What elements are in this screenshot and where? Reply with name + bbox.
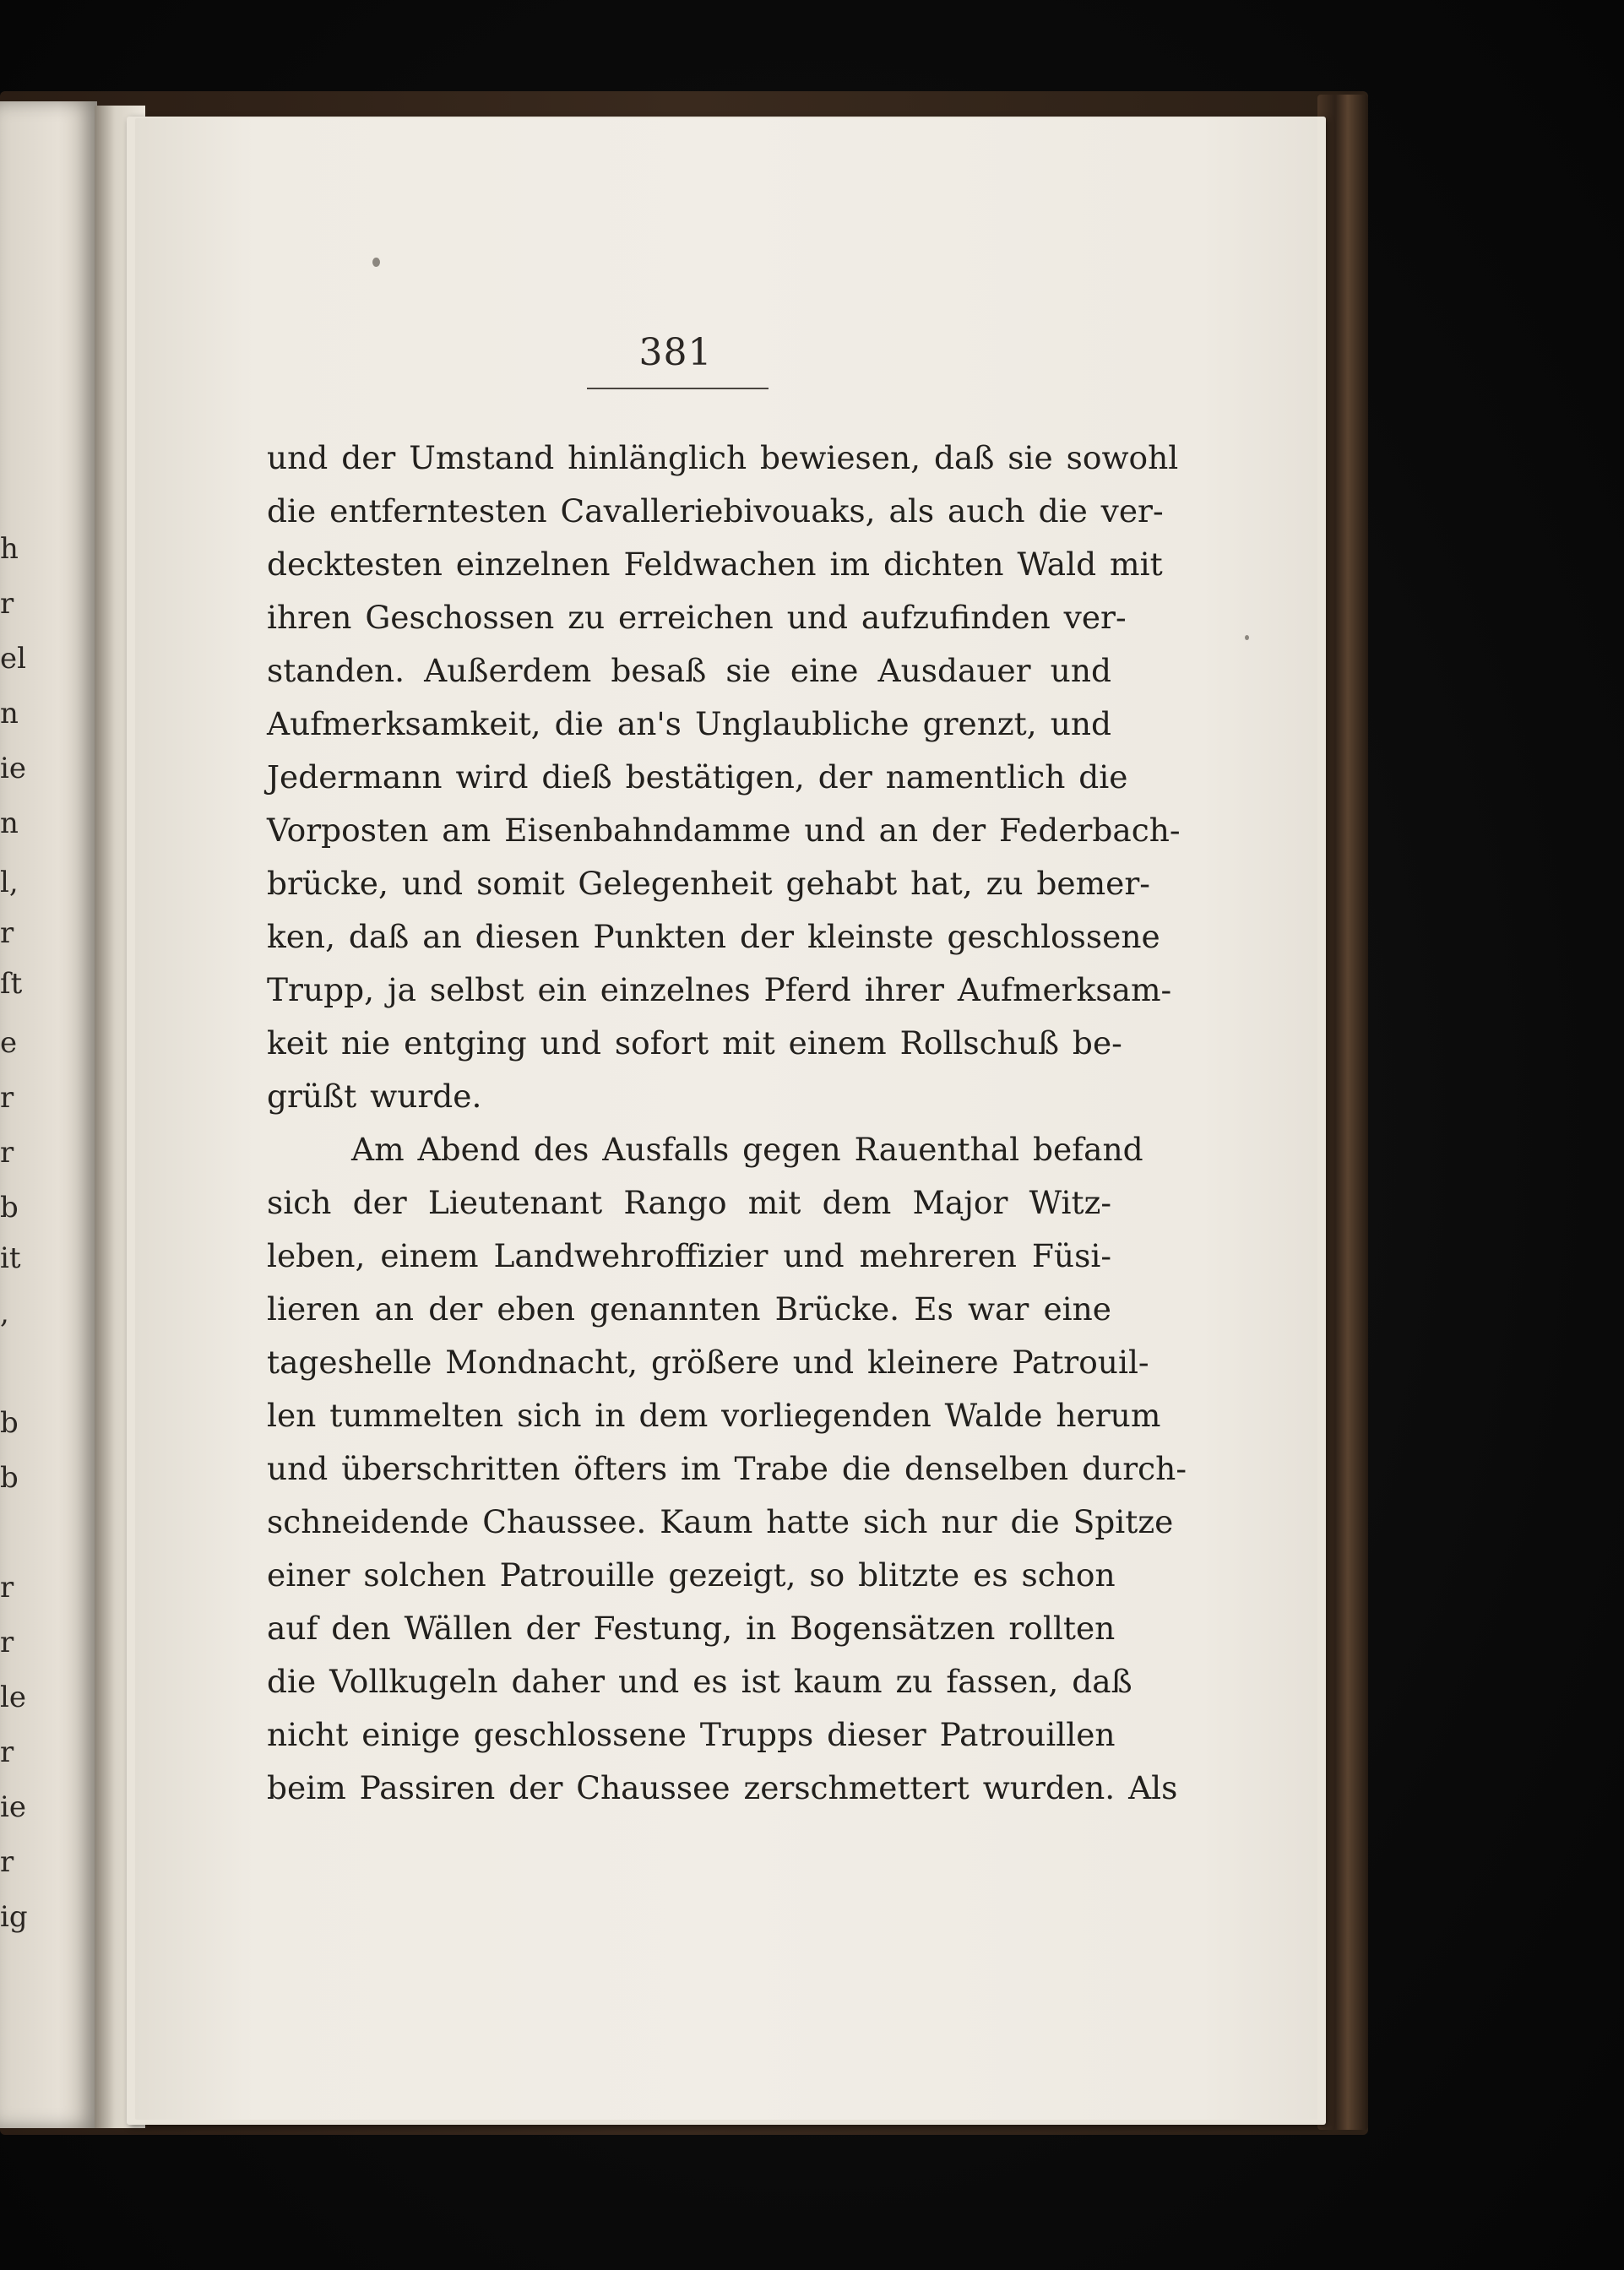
previous-page-fragment: l,: [0, 866, 19, 899]
previous-page-fragment: it: [0, 1241, 21, 1275]
page-number: 381: [638, 331, 713, 374]
previous-page-fragment: b: [0, 1191, 19, 1225]
previous-page-fragment: h: [0, 532, 19, 566]
text-line: die Vollkugeln daher und es ist kaum zu fassen, daß: [267, 1663, 1132, 1700]
page-speck: [1245, 635, 1249, 640]
text-line: Trupp, ja selbst ein einzelnes Pferd ihrer Aufmerksam-: [267, 971, 1172, 1008]
previous-page-fragment: r: [0, 1626, 14, 1659]
text-line: Vorposten am Eisenbahndamme und an der Federbach-: [267, 812, 1181, 849]
text-line: sich der Lieutenant Rango mit dem Major Witz-: [267, 1184, 1111, 1221]
text-line: und der Umstand hinlänglich bewiesen, daß sie sowohl: [267, 439, 1179, 476]
header-rule: [587, 388, 769, 389]
text-line: keit nie entging und sofort mit einem Rollschuß be-: [267, 1024, 1122, 1062]
text-line: auf den Wällen der Festung, in Bogensätzen rollten: [267, 1610, 1116, 1647]
text-line: ihren Geschossen zu erreichen und aufzufinden ver-: [267, 599, 1127, 636]
previous-page-fragment: b: [0, 1461, 19, 1495]
text-line: len tummelten sich in dem vorliegenden Walde herum: [267, 1397, 1161, 1434]
text-line: Aufmerksamkeit, die an's Unglaubliche grenzt, und: [267, 705, 1111, 742]
previous-page-fragment: ie: [0, 752, 26, 785]
text-line: und überschritten öfters im Trabe die denselben durch-: [267, 1450, 1187, 1487]
previous-page-fragment: ſt: [0, 967, 23, 1001]
text-line: ken, daß an diesen Punkten der kleinste geschlossene: [267, 918, 1160, 955]
text-line: tageshelle Mondnacht, größere und kleinere Patrouil-: [267, 1344, 1149, 1381]
previous-page-fragment: ,: [0, 1296, 9, 1330]
text-line: einer solchen Patrouille gezeigt, so blitzte es schon: [267, 1556, 1116, 1594]
text-line: Jedermann wird dieß bestätigen, der namentlich die: [267, 758, 1128, 796]
previous-page-fragment: r: [0, 1845, 14, 1879]
text-line: schneidende Chaussee. Kaum hatte sich nur die Spitze: [267, 1503, 1174, 1540]
text-line: nicht einige geschlossene Trupps dieser Patrouillen: [267, 1716, 1116, 1753]
text-line: standen. Außerdem besaß sie eine Ausdauer und: [267, 652, 1111, 689]
previous-page-fragment: b: [0, 1406, 19, 1440]
text-line: decktesten einzelnen Feldwachen im dichten Wald mit: [267, 546, 1163, 583]
previous-page-fragment: e: [0, 1026, 18, 1060]
text-line: die entferntesten Cavalleriebivouaks, als auch die ver-: [267, 492, 1164, 529]
previous-page-fragment: n: [0, 806, 19, 840]
previous-page-fragment: r: [0, 916, 14, 950]
previous-page-fragment: r: [0, 1081, 14, 1115]
previous-page-fragment: r: [0, 587, 14, 621]
previous-page-fragment: r: [0, 1571, 14, 1605]
text-line: lieren an der eben genannten Brücke. Es war eine: [267, 1290, 1111, 1328]
text-line: beim Passiren der Chaussee zerschmettert wurden. Als: [267, 1769, 1178, 1806]
previous-page-fragment: r: [0, 1136, 14, 1170]
previous-page: [0, 101, 97, 2128]
paragraph-first-line: Am Abend des Ausfalls gegen Rauenthal befand: [351, 1131, 1143, 1168]
previous-page-fragment: r: [0, 1735, 14, 1769]
previous-page-fragment: el: [0, 642, 26, 676]
text-line: leben, einem Landwehroffizier und mehreren Füsi-: [267, 1237, 1111, 1274]
previous-page-fragment: ig: [0, 1900, 28, 1934]
previous-page-fragment: ie: [0, 1790, 26, 1824]
text-line: brücke, und somit Gelegenheit gehabt hat, zu bemer-: [267, 865, 1150, 902]
previous-page-fragment: le: [0, 1681, 26, 1714]
previous-page-fragment: n: [0, 697, 19, 730]
text-line: grüßt wurde.: [267, 1078, 482, 1115]
page-speck: [372, 258, 380, 267]
